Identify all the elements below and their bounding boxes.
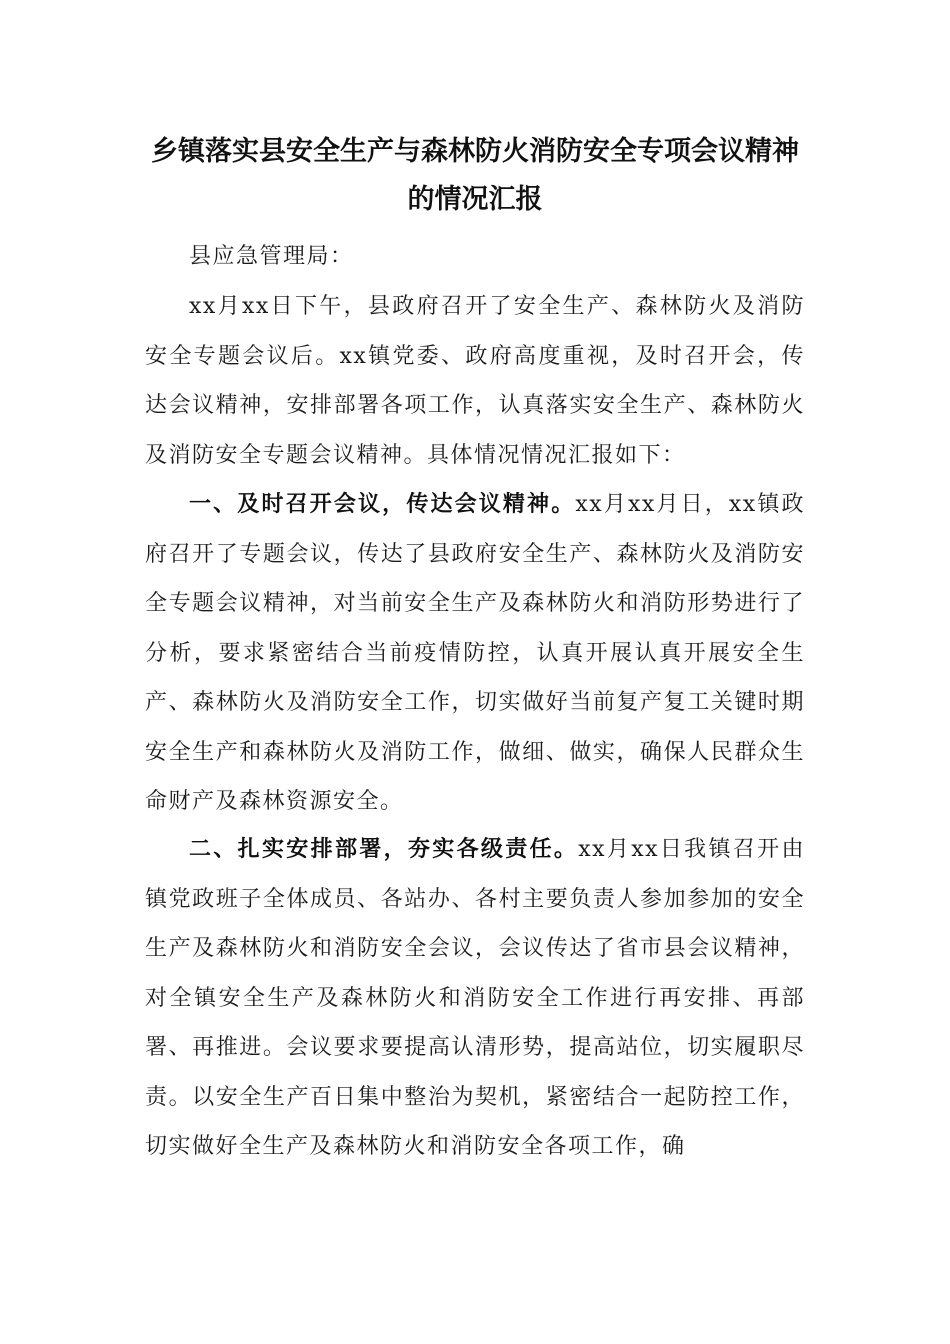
document-title: 乡镇落实县安全生产与森林防火消防安全专项会议精神的情况汇报 <box>151 136 799 215</box>
salutation: 县应急管理局： <box>189 244 354 269</box>
paragraph-body: xx月xx日我镇召开由镇党政班子全体成员、各站办、各村主要负责人参加参加的安全生产及森林防火和消防安全会议，会议传达了省市县会议精神，对全镇安全生产及森林防火和消防安全工作进行再安排、再部署、再推进。会议要求要提高认清形势，提高站位，切实履职尽责。以安全生产百日集中整治为契机，紧密结合一起防控工作，切实做好全生产及森林防火和消防安全各项工作，确 <box>145 837 805 1159</box>
section-heading: 二、扎实安排部署，夯实各级责任。 <box>189 837 579 862</box>
paragraph-body: xx月xx月日，xx镇政府召开了专题会议，传达了县政府安全生产、森林防火及消防安全专题会议精神，对当前安全生产及森林防火和消防形势进行了分析，要求紧密结合当前疫情防控，认真开展认真开展安全生产、森林防火及消防安全工作，切实做好当前复产复工关键时期安全生产和森林防火及消防工作，做细、做实，确保人民群众生命财产及森林资源安全。 <box>145 492 805 814</box>
paragraph-section-2 <box>145 825 805 1172</box>
paragraph-body: xx月xx日下午，县政府召开了安全生产、森林防火及消防安全专题会议后。xx镇党委、政府高度重视，及时召开会，传达会议精神，安排部署各项工作，认真落实安全生产、森林防火及消防安全专题会议精神。具体情况情况汇报如下： <box>145 294 805 468</box>
paragraph-intro <box>145 282 805 480</box>
section-heading: 一、及时召开会议，传达会议精神。 <box>189 492 576 517</box>
paragraph-section-1 <box>145 480 805 827</box>
